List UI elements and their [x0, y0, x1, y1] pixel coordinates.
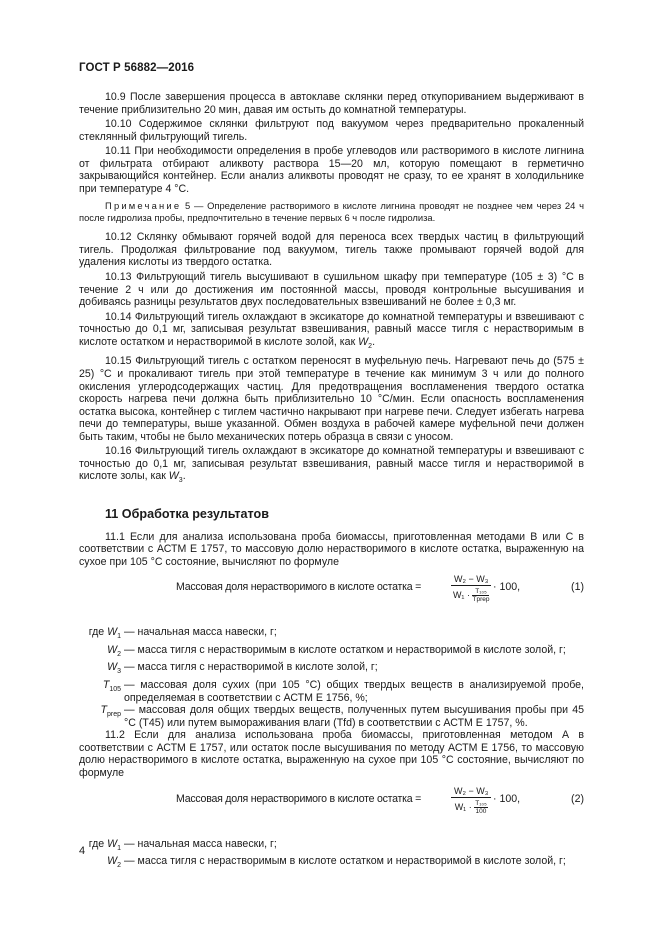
formula-2-den-frac-den: 100	[475, 807, 487, 815]
where-1-row	[79, 661, 584, 679]
formula-2-den-fraction	[474, 800, 487, 815]
p1016-text: 10.16 Фильтрующий тигель охлаждают в эксикаторе до комнатной температуры и взвешивают с точностью до 0,1 мг, записывая результат взвешивания, равный массе тигля и нерастворимой в кислоте золы, как	[79, 445, 584, 483]
formula-2-lhs: Массовая доля нерастворимого в кислоте остатка =	[176, 792, 422, 805]
where-subscript: 2	[117, 650, 121, 658]
where-symbol: T	[102, 679, 110, 692]
where-symbol: W	[107, 855, 118, 868]
paragraph-10-13: 10.13 Фильтрующий тигель высушивают в сушильном шкафу при температуре (105 ± 3) °С в течение 2 ч или до достижения им постоянной массы, проводя контрольные высушивания и добиваясь разницы результатов двух последовательных взвешиваний не более ± 0,3 мг.	[79, 271, 584, 309]
p1016-end: .	[182, 470, 186, 483]
p1014-var: W	[358, 335, 369, 348]
formula-1-mult: · 100,	[493, 581, 521, 594]
formula-1	[79, 572, 584, 622]
page-number: 4	[79, 845, 86, 857]
note-5	[79, 200, 584, 224]
formula-1-denominator	[451, 586, 491, 603]
where-subscript: 2	[117, 862, 121, 870]
where-symbol: W	[107, 643, 118, 656]
paragraph-11-2: 11.2 Если для анализа использована проба биомассы, приготовленная методом А в соответствии с АСТМ Е 1757, или остаток после высушивания по методу АСТМ Е 1756, то массовую долю нерастворимого в кислоте остатка, выраженную на сухое при 105 °С состояние, вычисляют по формуле	[79, 729, 584, 779]
p1014-end: .	[372, 335, 376, 348]
where-definition: — масса тигля с нерастворимым в кислоте остатком и нерастворимой в кислоте золой, г;	[124, 855, 566, 868]
section-title: 11 Обработка результатов	[105, 506, 269, 521]
formula-1-lhs: Массовая доля нерастворимого в кислоте остатка =	[176, 581, 422, 594]
paragraph-10-12: 10.12 Склянку обмывают горячей водой для переноса всех твердых частиц в фильтрующий тигель. Продолжая фильтрование под вакуумом, тигель также промывают горячей водой для удаления кислоты из твердого остатка.	[79, 231, 584, 269]
formula-2	[79, 784, 584, 834]
where-subscript: 3	[117, 668, 121, 676]
paragraph-11-1: 11.1 Если для анализа использована проба биомассы, приготовленная методами В или С в соответствии с АСТМ Е 1757, то массовую долю нерастворимого в кислоте остатка, выраженную на сухое при 105 °С состояние, вычисляют по формуле	[79, 530, 584, 568]
formula-1-number: (1)	[571, 581, 584, 594]
paragraph-10-16	[79, 445, 584, 488]
paragraph-10-10: 10.10 Содержимое склянки фильтруют под вакуумом через предварительно прокаленный стеклянный фильтрующий тигель.	[79, 118, 584, 143]
paragraph-10-14	[79, 311, 584, 354]
where-lead: где	[88, 837, 108, 850]
note-text: 5 — Определение растворимого в кислоте лигнина проводят не позднее чем через 24 ч после гидролиза пробы, предпочтительно в течение первых 6 ч после гидролиза.	[79, 200, 584, 224]
standard-header: ГОСТ Р 56882—2016	[79, 62, 195, 74]
where-subscript: 1	[117, 844, 121, 852]
formula-1-fraction	[451, 574, 491, 603]
paragraph-10-15: 10.15 Фильтрующий тигель с остатком переносят в муфельную печь. Нагревают печь до (575 ± 25) °С и прокаливают тигель при этой температуре в течение как минимум 3 ч или до полного окисления углеродсодержащих частиц. Для предотвращения воспламенения твердого остатка скорость нагрева печи должна быть приблизительно 10 °С/мин. Если опасность воспламенения остатка высока, контейнер с тиглем частично накрывают при нагреве печи. Следует избегать нагрева печи до температуры, выше указанной. Обмен воздуха в рабочей камере муфельной печи должен быть таким, чтобы не было механических потерь образца в связи с уносом.	[79, 355, 584, 443]
p1014-text: 10.14 Фильтрующий тигель охлаждают в эксикаторе до комнатной температуры и взвешивают с точностью до 0,1 мг, записывая результат взвешивания, равный массе тигля с нерастворимым в кислоте остатком и нерастворимой в кислоте золой, как	[79, 310, 584, 348]
where-subscript: 1	[117, 633, 121, 641]
paragraph-10-11: 10.11 При необходимости определения в пробе углеводов или растворимого в кислоте лигнина от фильтрата отбирают аликвоту раствора 15—20 мл, которую помещают в герметично закрывающийся контейнер. Если анализ аликвоты проводят не сразу, то ее хранят в холодильнике при температуре 4 °С.	[79, 145, 584, 195]
where-1-row	[79, 679, 584, 704]
where-definition: — начальная масса навески, г;	[124, 837, 277, 850]
document-body	[79, 91, 584, 873]
where-1-row	[79, 644, 584, 662]
where-symbol: W	[107, 837, 118, 850]
formula-1-den-frac-den: Tprep	[472, 596, 490, 604]
p1016-var: W	[168, 470, 179, 483]
p1014-sub: 2	[368, 342, 373, 350]
where-subscript: prep	[106, 711, 121, 719]
where-1-row	[79, 704, 584, 729]
formula-2-denominator	[451, 798, 491, 815]
where-definition: — масса тигля с нерастворимой в кислоте золой, г;	[124, 661, 378, 674]
where-symbol: W	[107, 626, 118, 639]
where-symbol: T	[100, 704, 107, 717]
formula-2-fraction	[451, 786, 491, 815]
p1016-sub: 3	[178, 477, 183, 485]
formula-1-den-w: W₁ ·	[452, 590, 470, 601]
formula-2-number: (2)	[571, 792, 584, 805]
formula-1-den-frac-num: T₁₀₅	[472, 588, 489, 596]
formula-2-den-w: W₁ ·	[454, 801, 472, 812]
note-label: Примечание	[105, 200, 182, 212]
where-definition: — начальная масса навески, г;	[124, 626, 277, 639]
formula-1-numerator: W₂ − W₃	[451, 574, 491, 586]
where-lead: где	[88, 626, 108, 639]
where-definition: — массовая доля общих твердых веществ, полученных путем высушивания пробы при 45 °С (T45) или путем вымораживания влаги (Tfd) в соответствии с АСТМ Е 1757, %.	[124, 704, 584, 729]
where-1-row	[79, 626, 584, 644]
formula-2-numerator: W₂ − W₃	[451, 786, 491, 798]
where-subscript: 105	[109, 686, 121, 694]
where-list-1	[79, 626, 584, 729]
where-list-2	[79, 838, 584, 873]
where-2-row	[79, 838, 584, 856]
formula-2-den-frac-num: T₁₀₅	[475, 799, 487, 807]
where-definition: — массовая доля сухих (при 105 °С) общих твердых веществ в анализируемой пробе, определяемая в соответствии с АСТМ Е 1756, %;	[124, 679, 584, 704]
formula-2-mult: · 100,	[493, 792, 521, 805]
formula-1-den-fraction	[472, 588, 489, 603]
paragraph-10-9: 10.9 После завершения процесса в автоклаве склянки перед откупориванием выдерживают в течение приблизительно 20 мин, давая им остыть до комнатной температуры.	[79, 91, 584, 116]
where-definition: — масса тигля с нерастворимым в кислоте остатком и нерастворимой в кислоте золой, г;	[124, 643, 566, 656]
where-symbol: W	[107, 661, 118, 674]
where-2-row	[79, 855, 584, 873]
